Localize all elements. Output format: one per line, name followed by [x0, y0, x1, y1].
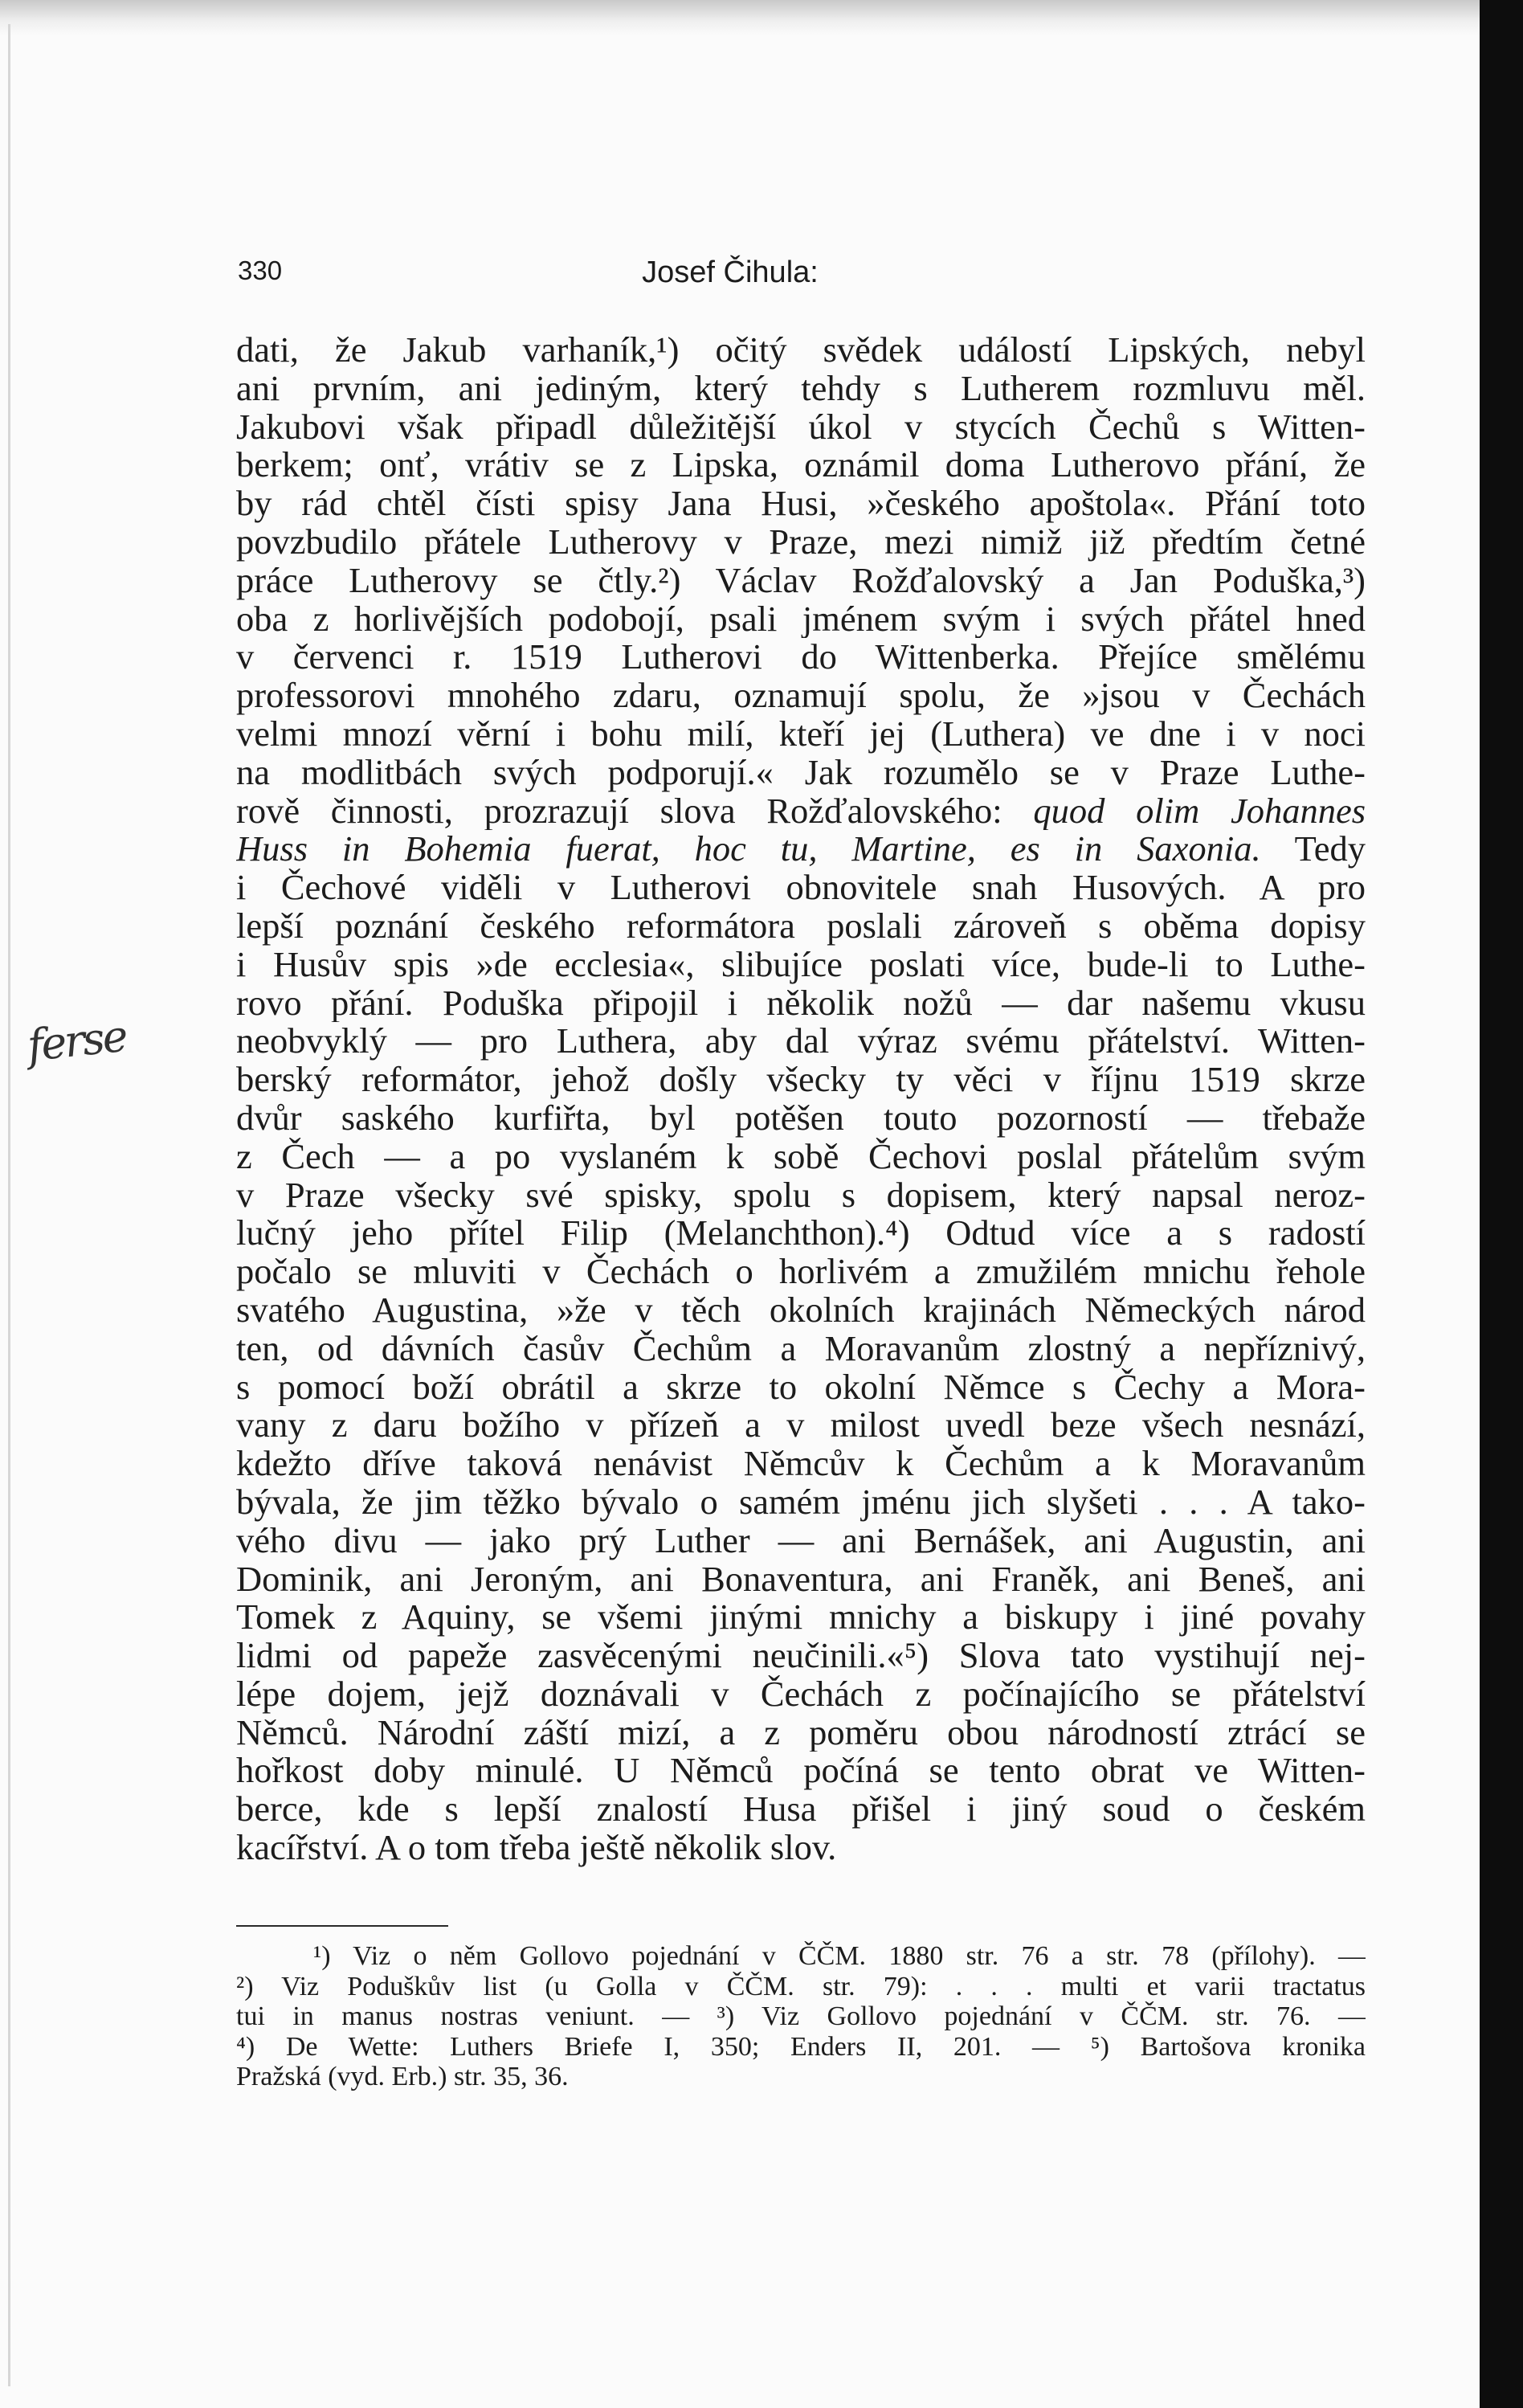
text-line: bývala, že jim těžko bývalo o samém jménu jich slyšeti . . . A tako- [236, 1482, 1366, 1522]
text-line: Němců. Národní záští mizí, a z poměru obou národností ztrácí se [236, 1713, 1366, 1752]
text-line: kacířství. A o tom třeba ještě několik slov. [236, 1829, 837, 1867]
scan-top-edge [0, 0, 1523, 35]
text-line: ani prvním, ani jediným, který tehdy s Lutherem rozmluvu měl. [236, 369, 1366, 408]
text-line: berský reformátor, jehož došly všecky ty věci v říjnu 1519 skrze [236, 1061, 1366, 1099]
text-line: dati, že Jakub varhaník,¹) očitý svědek událostí Lipských, nebyl [236, 331, 1366, 370]
text-line: ten, od dávních časův Čechům a Moravanům zlostný a nepříznivý, [236, 1329, 1366, 1368]
text-line: povzbudilo přátele Lutherovy v Praze, mezi nimiž již předtím četné [236, 522, 1366, 562]
text-line: berkem; onť, vrátiv se z Lipska, oznámil doma Lutherovo přání, že [236, 446, 1366, 485]
text-line: v Praze všecky své spisky, spolu s dopisem, který napsal neroz- [236, 1175, 1366, 1215]
text-line: by rád chtěl čísti spisy Jana Husi, »českého apoštola«. Přání toto [236, 484, 1366, 523]
footnotes [236, 1941, 1366, 2092]
footnote-line: ⁴) De Wette: Luthers Briefe I, 350; Enders II, 201. — ⁵) Bartošova kronika [236, 2031, 1366, 2062]
text-line: lépe dojem, jejž doznávali v Čechách z počínajícího se přátelství [236, 1674, 1366, 1714]
text-line: vého divu — jako prý Luther — ani Bernášek, ani Augustin, ani [236, 1521, 1366, 1560]
text-line: lidmi od papeže zasvěcenými neučinili.«⁵) Slova tato vystihují nej- [236, 1637, 1366, 1675]
text-line: Jakubovi však připadl důležitější úkol v stycích Čechů s Witten- [236, 407, 1366, 447]
footnote-line: ¹) Viz o něm Gollovo pojednání v ČČM. 1880 str. 76 a str. 78 (přílohy). — [313, 1941, 1366, 1971]
handwritten-margin-note: ferse [25, 1010, 129, 1072]
text-line: i Čechové viděli v Lutherovi obnovitele snah Husových. A pro [236, 869, 1366, 907]
text-line: hořkost doby minulé. U Němců počíná se tento obrat ve Witten- [236, 1752, 1366, 1791]
text-line: Dominik, ani Jeroným, ani Bonaventura, ani Franěk, ani Beneš, ani [236, 1560, 1366, 1599]
text-line: i Husův spis »de ecclesia«, slibujíce poslati více, bude-li to Luthe- [236, 945, 1366, 984]
text-span: rově činnosti, prozrazují slova Rožďalovského: [236, 791, 1002, 831]
text-line: vany z daru božího v přízeň a v milost uvedl beze všech nesnází, [236, 1406, 1366, 1445]
text-line: neobvyklý — pro Luthera, aby dal výraz svému přátelství. Witten- [236, 1022, 1366, 1061]
footnote-rule [236, 1925, 448, 1927]
text-line-with-quote [236, 792, 1366, 831]
text-line: v červenci r. 1519 Lutherovi do Wittenberka. Přejíce smělému [236, 638, 1366, 677]
text-line: lučný jeho přítel Filip (Melanchthon).⁴) Odtud více a s radostí [236, 1214, 1366, 1253]
text-line: s pomocí boží obrátil a skrze to okolní Němce s Čechy a Mora- [236, 1368, 1366, 1407]
latin-quote-start: quod olim Johannes [1033, 791, 1366, 831]
body-text [236, 331, 1366, 1867]
scan-left-edge [8, 24, 10, 2386]
scan-right-edge [1480, 0, 1523, 2408]
text-line: z Čech — a po vyslaném k sobě Čechovi poslal přátelům svým [236, 1137, 1366, 1176]
text-line: professorovi mnohého zdaru, oznamují spolu, že »jsou v Čechách [236, 677, 1366, 715]
page-number: 330 [238, 256, 283, 285]
text-line: svatého Augustina, »že v těch okolních krajinách Německých národ [236, 1290, 1366, 1330]
running-head: Josef Čihula: [642, 256, 819, 289]
text-line: dvůr saského kurfiřta, byl potěšen touto pozorností — třebaže [236, 1098, 1366, 1138]
text-line: oba z horlivějších podobojí, psali jménem svým i svých přátel hned [236, 599, 1366, 639]
footnote-line: ²) Viz Poduškův list (u Golla v ČČM. str. 79): . . . multi et varii tractatus [236, 1971, 1366, 2001]
text-line: lepší poznání českého reformátora poslali zároveň s oběma dopisy [236, 906, 1366, 946]
text-line: počalo se mluviti v Čechách o horlivém a zmužilém mnichu řehole [236, 1253, 1366, 1291]
text-line-with-quote [236, 830, 1366, 869]
text-line: berce, kde s lepší znalostí Husa přišel i jiný soud o českém [236, 1790, 1366, 1830]
text-line: práce Lutherovy se čtly.²) Václav Rožďalovský a Jan Poduška,³) [236, 561, 1366, 600]
text-line: rovo přání. Poduška připojil i několik nožů — dar našemu vkusu [236, 983, 1366, 1023]
text-line: kdežto dříve taková nenávist Němcův k Čechům a k Moravanům [236, 1445, 1366, 1483]
footnote-line: Pražská (vyd. Erb.) str. 35, 36. [236, 2062, 569, 2091]
footnote-line: tui in manus nostras veniunt. — ³) Viz Gollovo pojednání v ČČM. str. 76. — [236, 2001, 1366, 2031]
text-line: Tomek z Aquiny, se všemi jinými mnichy a biskupy i jiné povahy [236, 1598, 1366, 1637]
latin-quote: Huss in Bohemia fuerat, hoc tu, Martine, es in Saxonia. [236, 830, 1261, 869]
page-header [238, 256, 1223, 300]
text-span: Tedy [1294, 830, 1366, 869]
text-line: velmi mnozí věrní i bohu milí, kteří jej (Luthera) ve dne i v noci [236, 714, 1366, 754]
text-line: na modlitbách svých podporují.« Jak rozumělo se v Praze Luthe- [236, 753, 1366, 792]
